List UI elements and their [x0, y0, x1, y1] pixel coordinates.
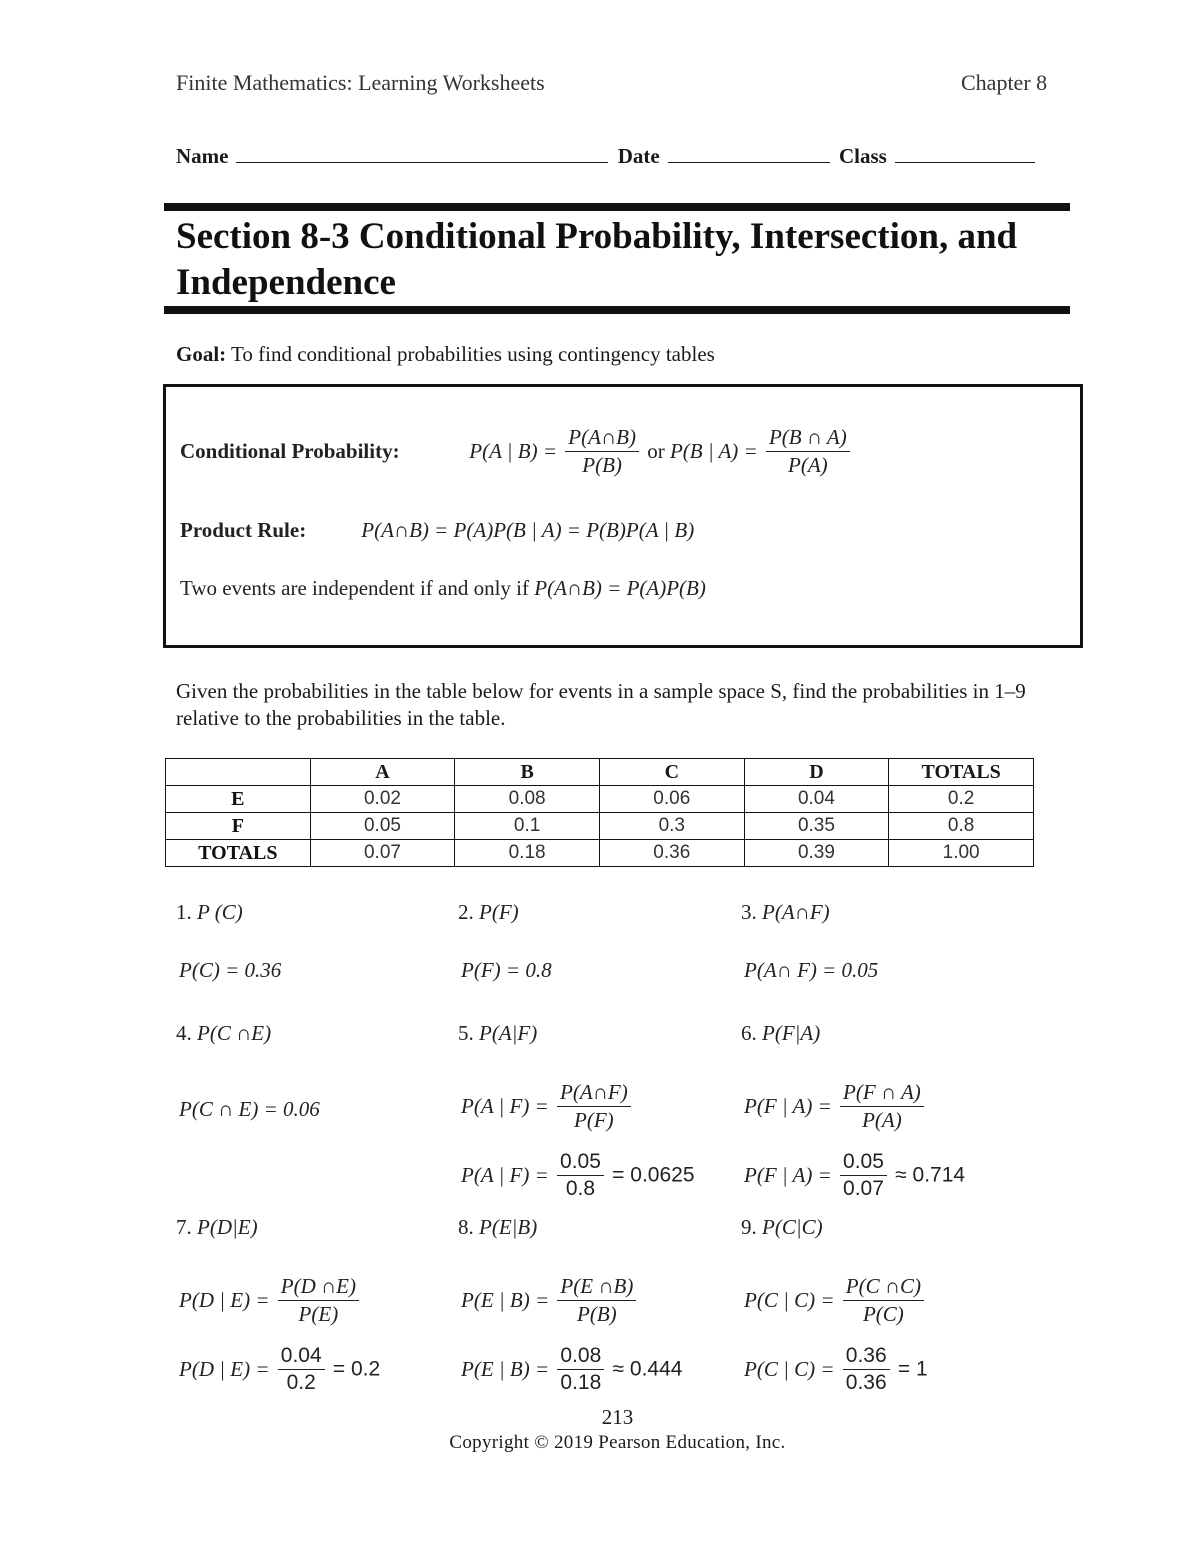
- problem-number: 7.: [176, 1215, 192, 1239]
- problem-expression: P(D|E): [197, 1215, 258, 1239]
- problem-number: 4.: [176, 1021, 192, 1045]
- problem-3-question: [741, 900, 830, 925]
- formula-denominator: P(B): [577, 1302, 617, 1326]
- formula-lhs: P(F | A) =: [744, 1094, 832, 1118]
- problem-number: 8.: [458, 1215, 474, 1239]
- product-rule-label: Product Rule:: [180, 518, 307, 542]
- formula-denominator: P(E): [298, 1302, 339, 1326]
- problem-1-answer: P(C) = 0.36: [179, 958, 282, 982]
- answer-lhs: P(F | A) =: [744, 1163, 832, 1187]
- table-cell: 0.35: [744, 813, 889, 840]
- answer-denominator: 0.36: [845, 1371, 887, 1394]
- problem-1-question: [176, 900, 243, 925]
- independence-formula: P(A∩B) = P(A)P(B): [534, 576, 706, 600]
- conditional-denominator-1: P(B): [582, 453, 622, 477]
- date-blank[interactable]: [668, 142, 830, 163]
- table-cell: 0.02: [310, 786, 455, 813]
- table-header-cell: [166, 759, 311, 786]
- running-header-chapter: Chapter 8: [961, 70, 1048, 95]
- conditional-lhs-2: P(B | A) =: [669, 439, 758, 463]
- answer-numerator: 0.05: [557, 1150, 604, 1176]
- section-title: Section 8-3 Conditional Probability, Intersection, and Independence: [176, 216, 1018, 303]
- problem-2-answer: P(F) = 0.8: [461, 958, 552, 982]
- answer-result: = 1: [897, 1357, 928, 1381]
- formula-fraction: [557, 1080, 631, 1133]
- goal-line: [176, 342, 715, 367]
- problem-4-question: [176, 1021, 271, 1046]
- title-rule-bottom: [164, 306, 1070, 314]
- problem-number: 3.: [741, 900, 757, 924]
- or-word: or: [647, 439, 665, 463]
- student-info-line: [176, 142, 1039, 169]
- answer-denominator: 0.18: [560, 1371, 602, 1394]
- answer-fraction: [840, 1150, 887, 1201]
- product-rule-definition: [180, 518, 694, 543]
- title-rule-top: [164, 203, 1070, 211]
- conditional-numerator-1: P(A∩B): [565, 425, 639, 452]
- table-row: [166, 813, 1034, 840]
- problem-expression: P(E|B): [479, 1215, 538, 1239]
- problem-4-answer: P(C ∩ E) = 0.06: [179, 1097, 320, 1121]
- answer-result: = 0.0625: [612, 1163, 695, 1187]
- problem-6-question: [741, 1021, 820, 1046]
- running-header-title: Finite Mathematics: Learning Worksheets: [176, 70, 545, 95]
- answer-lhs: P(C | C) =: [744, 1357, 835, 1381]
- problem-9-question: [741, 1215, 823, 1240]
- answer-fraction: [278, 1344, 325, 1395]
- class-label: Class: [838, 144, 887, 168]
- table-cell: 0.18: [455, 840, 600, 867]
- table-row: [166, 840, 1034, 867]
- formula-denominator: P(F): [574, 1108, 614, 1132]
- table-cell: 0.36: [599, 840, 744, 867]
- row-label: F: [166, 813, 311, 840]
- problem-6-formula: [744, 1080, 927, 1133]
- problem-9-formula: [744, 1274, 927, 1327]
- conditional-fraction-2: [766, 425, 850, 478]
- independence-definition: [180, 576, 706, 601]
- goal-label: Goal:: [176, 342, 227, 366]
- problem-8-question: [458, 1215, 537, 1240]
- conditional-denominator-2: P(A): [788, 453, 828, 477]
- table-cell: 0.8: [889, 813, 1034, 840]
- formula-fraction: [557, 1274, 636, 1327]
- problem-expression: P(A|F): [479, 1021, 538, 1045]
- answer-denominator: 0.2: [286, 1371, 316, 1394]
- formula-denominator: P(A): [862, 1108, 902, 1132]
- problem-3-answer: P(A∩ F) = 0.05: [744, 958, 879, 982]
- problem-5-question: [458, 1021, 537, 1046]
- conditional-fraction-1: [565, 425, 639, 478]
- name-label: Name: [176, 144, 229, 168]
- formula-lhs: P(D | E) =: [179, 1288, 270, 1312]
- problem-5-answer: [461, 1150, 695, 1201]
- table-header-cell: D: [744, 759, 889, 786]
- answer-lhs: P(D | E) =: [179, 1357, 270, 1381]
- answer-fraction: [557, 1344, 604, 1395]
- problem-expression: P(F|A): [762, 1021, 821, 1045]
- answer-fraction: [557, 1150, 604, 1201]
- table-cell: 0.04: [744, 786, 889, 813]
- table-cell: 0.07: [310, 840, 455, 867]
- name-blank[interactable]: [236, 142, 608, 163]
- formula-lhs: P(A | F) =: [461, 1094, 549, 1118]
- problem-9-answer: [744, 1344, 928, 1395]
- answer-numerator: 0.04: [278, 1344, 325, 1370]
- conditional-probability-label: Conditional Probability:: [180, 439, 400, 463]
- table-cell: 0.2: [889, 786, 1034, 813]
- independence-text: Two events are independent if and only if: [180, 576, 530, 600]
- row-label: E: [166, 786, 311, 813]
- problem-6-answer: [744, 1150, 965, 1201]
- contingency-table: [165, 758, 1034, 867]
- product-rule-formula: P(A∩B) = P(A)P(B | A) = P(B)P(A | B): [361, 518, 695, 542]
- table-header-cell: C: [599, 759, 744, 786]
- conditional-lhs-1: P(A | B) =: [469, 439, 558, 463]
- problem-expression: P(A∩F): [762, 900, 830, 924]
- table-header-cell: TOTALS: [889, 759, 1034, 786]
- answer-lhs: P(A | F) =: [461, 1163, 549, 1187]
- formula-fraction: [840, 1080, 924, 1133]
- conditional-probability-definition: [180, 425, 853, 478]
- problem-number: 5.: [458, 1021, 474, 1045]
- problem-8-answer: [461, 1344, 682, 1395]
- table-cell: 0.1: [455, 813, 600, 840]
- formula-numerator: P(D ∩E): [278, 1274, 359, 1301]
- row-label: TOTALS: [166, 840, 311, 867]
- formula-lhs: P(E | B) =: [461, 1288, 550, 1312]
- problem-2-question: [458, 900, 519, 925]
- problem-number: 6.: [741, 1021, 757, 1045]
- class-blank[interactable]: [895, 142, 1035, 163]
- formula-lhs: P(C | C) =: [744, 1288, 835, 1312]
- answer-result: ≈ 0.444: [612, 1357, 683, 1381]
- answer-result: ≈ 0.714: [895, 1163, 966, 1187]
- problem-8-formula: [461, 1274, 639, 1327]
- table-cell: 0.3: [599, 813, 744, 840]
- table-header-cell: B: [455, 759, 600, 786]
- page-number: 213: [601, 1405, 634, 1429]
- answer-numerator: 0.08: [557, 1344, 604, 1370]
- definitions-box: [163, 384, 1083, 648]
- conditional-numerator-2: P(B ∩ A): [766, 425, 850, 452]
- answer-numerator: 0.05: [840, 1150, 887, 1176]
- table-row: [166, 786, 1034, 813]
- answer-result: = 0.2: [332, 1357, 381, 1381]
- problem-number: 9.: [741, 1215, 757, 1239]
- answer-denominator: 0.8: [565, 1177, 596, 1200]
- problem-expression: P(C|C): [762, 1215, 823, 1239]
- problem-7-answer: [179, 1344, 380, 1395]
- formula-numerator: P(C ∩C): [843, 1274, 924, 1301]
- formula-numerator: P(A∩F): [557, 1080, 631, 1107]
- goal-text: To find conditional probabilities using contingency tables: [231, 342, 715, 366]
- formula-numerator: P(F ∩ A): [840, 1080, 924, 1107]
- answer-numerator: 0.36: [843, 1344, 890, 1370]
- answer-lhs: P(E | B) =: [461, 1357, 550, 1381]
- table-cell: 0.39: [744, 840, 889, 867]
- problem-number: 2.: [458, 900, 474, 924]
- formula-numerator: P(E ∩B): [557, 1274, 636, 1301]
- problem-expression: P(F): [479, 900, 519, 924]
- copyright-notice: Copyright © 2019 Pearson Education, Inc.: [449, 1432, 786, 1453]
- table-header-cell: A: [310, 759, 455, 786]
- problem-number: 1.: [176, 900, 192, 924]
- problem-expression: P (C): [197, 900, 243, 924]
- table-cell: 1.00: [889, 840, 1034, 867]
- answer-denominator: 0.07: [843, 1177, 884, 1200]
- instructions-text: Given the probabilities in the table below for events in a sample space S, find the probabilities in 1–9 relative to the probabilities in the table.: [176, 679, 1026, 730]
- table-cell: 0.08: [455, 786, 600, 813]
- formula-fraction: [278, 1274, 359, 1327]
- table-cell: 0.06: [599, 786, 744, 813]
- formula-denominator: P(C): [862, 1302, 904, 1326]
- table-header-row: [166, 759, 1034, 786]
- date-label: Date: [617, 144, 660, 168]
- problem-5-formula: [461, 1080, 634, 1133]
- problem-7-formula: [179, 1274, 362, 1327]
- answer-fraction: [843, 1344, 890, 1395]
- problem-7-question: [176, 1215, 258, 1240]
- problem-expression: P(C ∩E): [197, 1021, 272, 1045]
- formula-fraction: [843, 1274, 924, 1327]
- table-cell: 0.05: [310, 813, 455, 840]
